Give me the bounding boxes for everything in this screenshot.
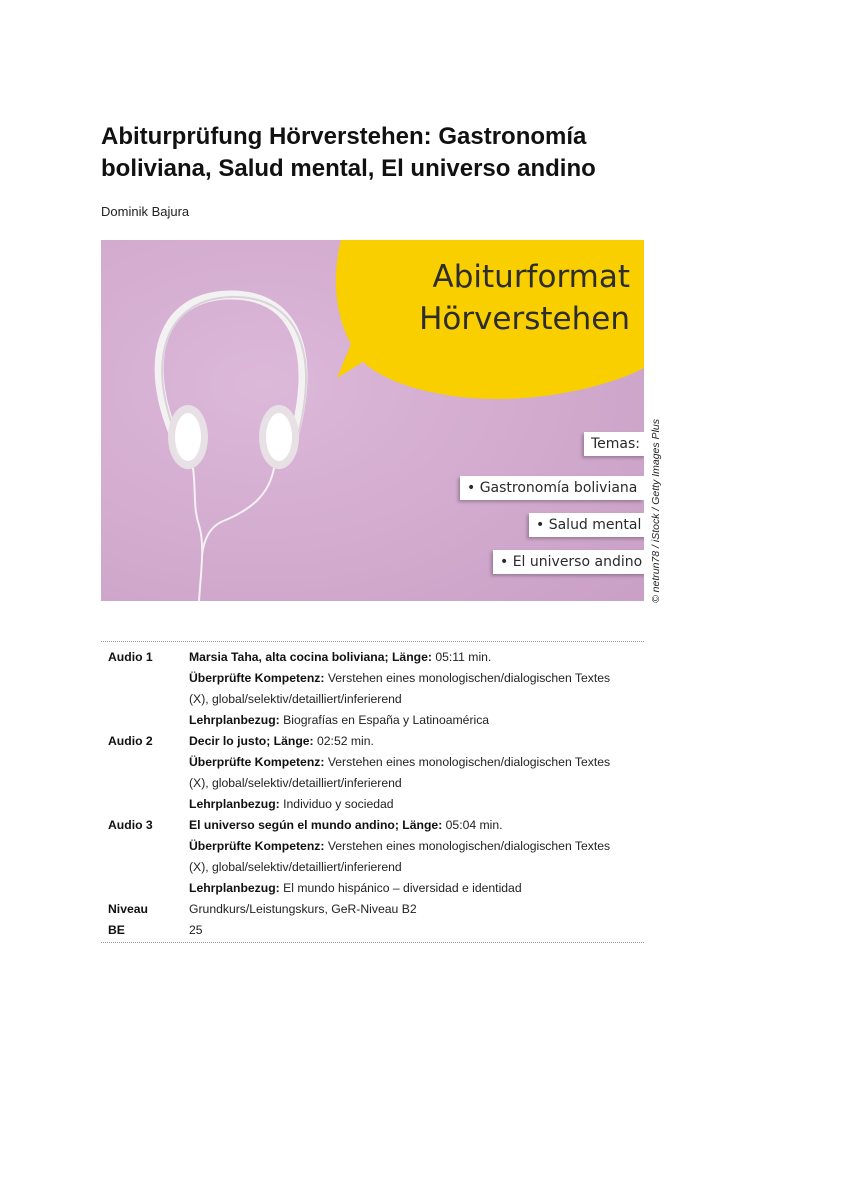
audio-2-kompetenz-row <box>101 752 644 773</box>
lehrplan-label: Lehrplanbezug: <box>189 713 280 727</box>
lehrplan-text: Biografías en España y Latinoamérica <box>283 713 490 727</box>
kompetenz-text-cont: (X), global/selektiv/detailliert/inferierend <box>189 776 402 790</box>
lehrplan-text: Individuo y sociedad <box>283 797 394 811</box>
be-value: 25 <box>189 923 203 937</box>
audio-label: Audio 2 <box>108 734 153 748</box>
lehrplan-label: Lehrplanbezug: <box>189 881 280 895</box>
audio-2-lehrplan-row <box>101 794 644 815</box>
audio-label: Audio 1 <box>108 650 153 664</box>
audio-title: El universo según el mundo andino; Länge: <box>189 818 443 832</box>
audio-1-lehrplan-row <box>101 710 644 731</box>
author-name: Dominik Bajura <box>101 204 190 219</box>
topic-tag-1: • Gastronomía boliviana <box>460 476 644 500</box>
kompetenz-label: Überprüfte Kompetenz: <box>189 839 325 853</box>
niveau-row <box>101 899 644 920</box>
audio-3-kompetenz-row <box>101 836 644 857</box>
be-row <box>101 920 644 941</box>
audio-1-title-row <box>101 647 644 668</box>
info-table <box>101 641 644 943</box>
bubble-title-line2: Hörverstehen <box>419 301 630 337</box>
topic-tag-3: • El universo andino <box>493 550 644 574</box>
kompetenz-text: Verstehen eines monologischen/dialogischen Textes <box>327 671 611 685</box>
audio-2-kompetenz-row-2 <box>101 773 644 794</box>
niveau-label: Niveau <box>108 902 148 916</box>
page-title: Abiturprüfung Hörverstehen: Gastronomía boliviana, Salud mental, El universo andino <box>101 123 596 182</box>
topic-tag-2: • Salud mental <box>529 513 644 537</box>
audio-3-lehrplan-row <box>101 878 644 899</box>
niveau-value: Grundkurs/Leistungskurs, GeR-Niveau B2 <box>189 902 417 916</box>
audio-title: Marsia Taha, alta cocina boliviana; Länge: <box>189 650 432 664</box>
audio-1-kompetenz-row-2 <box>101 689 644 710</box>
kompetenz-label: Überprüfte Kompetenz: <box>189 671 325 685</box>
lehrplan-text: El mundo hispánico – diversidad e identidad <box>283 881 522 895</box>
kompetenz-label: Überprüfte Kompetenz: <box>189 755 325 769</box>
cover-image <box>101 240 644 601</box>
audio-duration: 02:52 min. <box>317 734 374 748</box>
audio-2-title-row <box>101 731 644 752</box>
kompetenz-text: Verstehen eines monologischen/dialogischen Textes <box>327 755 611 769</box>
audio-label: Audio 3 <box>108 818 153 832</box>
kompetenz-text: Verstehen eines monologischen/dialogischen Textes <box>327 839 611 853</box>
lehrplan-label: Lehrplanbezug: <box>189 797 280 811</box>
kompetenz-text-cont: (X), global/selektiv/detailliert/inferierend <box>189 860 402 874</box>
bubble-title-line1: Abiturformat <box>432 259 630 295</box>
audio-1-kompetenz-row <box>101 668 644 689</box>
be-label: BE <box>108 923 125 937</box>
audio-title: Decir lo justo; Länge: <box>189 734 314 748</box>
image-credit: © netrun78 / iStock / Getty Images Plus <box>650 419 662 603</box>
audio-duration: 05:04 min. <box>445 818 503 832</box>
kompetenz-text-cont: (X), global/selektiv/detailliert/inferierend <box>189 692 402 706</box>
temas-label: Temas: <box>584 432 644 456</box>
audio-3-kompetenz-row-2 <box>101 857 644 878</box>
audio-3-title-row <box>101 815 644 836</box>
audio-duration: 05:11 min. <box>435 650 492 664</box>
